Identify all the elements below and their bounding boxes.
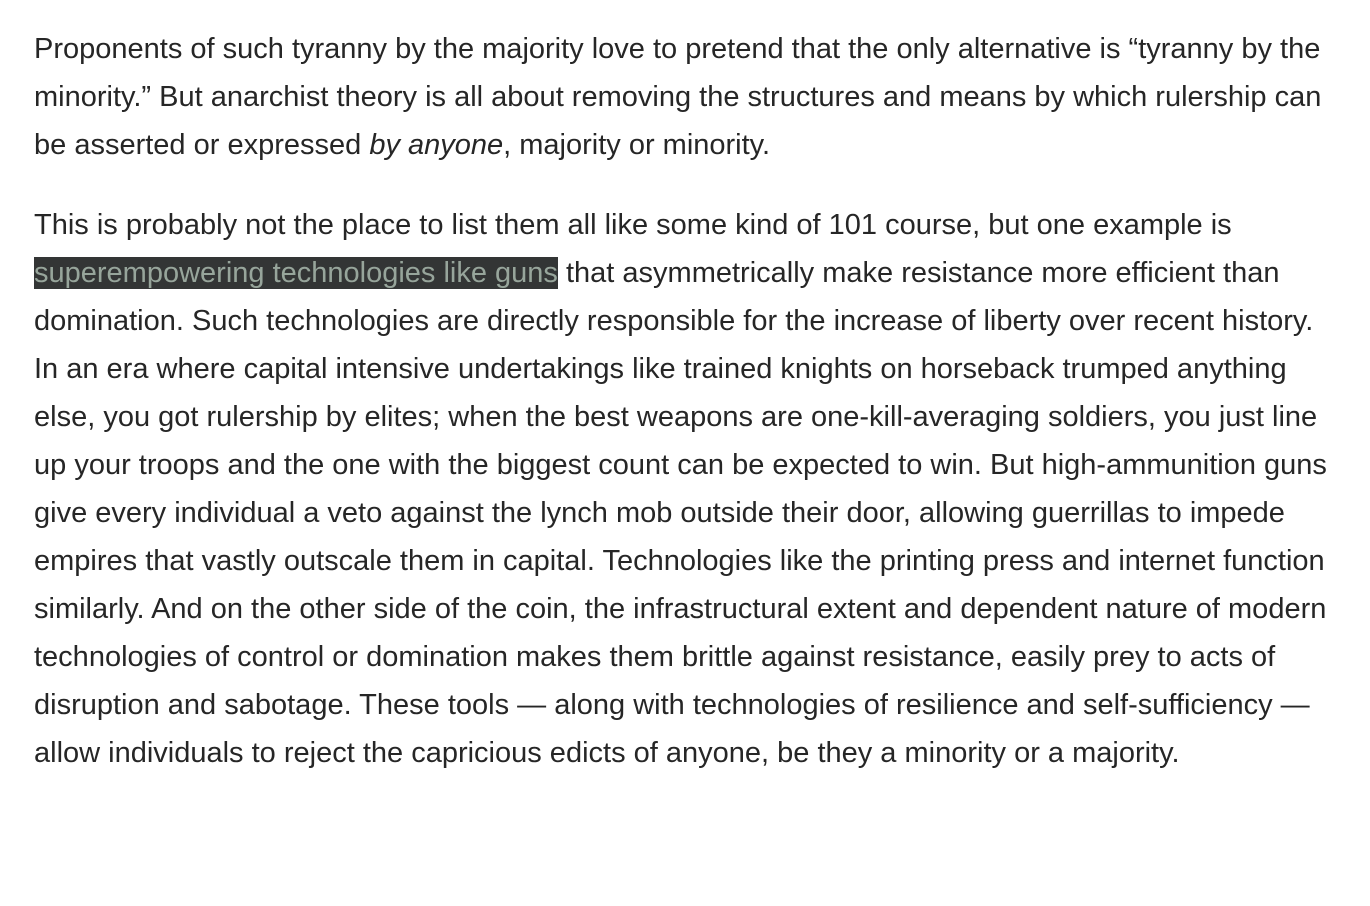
superempowering-technologies-link[interactable]: superempowering technologies like guns [34,257,558,289]
paragraph-text: , majority or minority. [503,129,771,161]
article-body [34,25,1340,809]
emphasis-by-anyone: by anyone [369,129,504,161]
paragraph-tyranny [34,25,1340,169]
paragraph-text: This is probably not the place to list them all like some kind of 101 course, but one example is [34,209,1232,241]
paragraph-text: Proponents of such tyranny by the majority love to pretend that the only alternative is “tyranny by the minority.” But anarchist theory is all about removing the structures and means by which rulership can be asserted or expressed [34,33,1322,161]
paragraph-technologies [34,201,1340,777]
paragraph-text: that asymmetrically make resistance more efficient than domination. Such technologies are directly responsible for the increase of liberty over recent history. In an era where capital intensive undertakings like trained knights on horseback trumped anything else, you got rulership by elites; when the best weapons are one-kill-averaging soldiers, you just line up your troops and the one with the biggest count can be expected to win. But high-ammunition guns give every individual a veto against the lynch mob outside their door, allowing guerrillas to impede empires that vastly outscale them in capital. Technologies like the printing press and internet function similarly. And on the other side of the coin, the infrastructural extent and dependent nature of modern technologies of control or domination makes them brittle against resistance, easily prey to acts of disruption and sabotage. These tools — along with technologies of resilience and self-sufficiency — allow individuals to reject the capricious edicts of anyone, be they a minority or a majority. [34,257,1327,769]
